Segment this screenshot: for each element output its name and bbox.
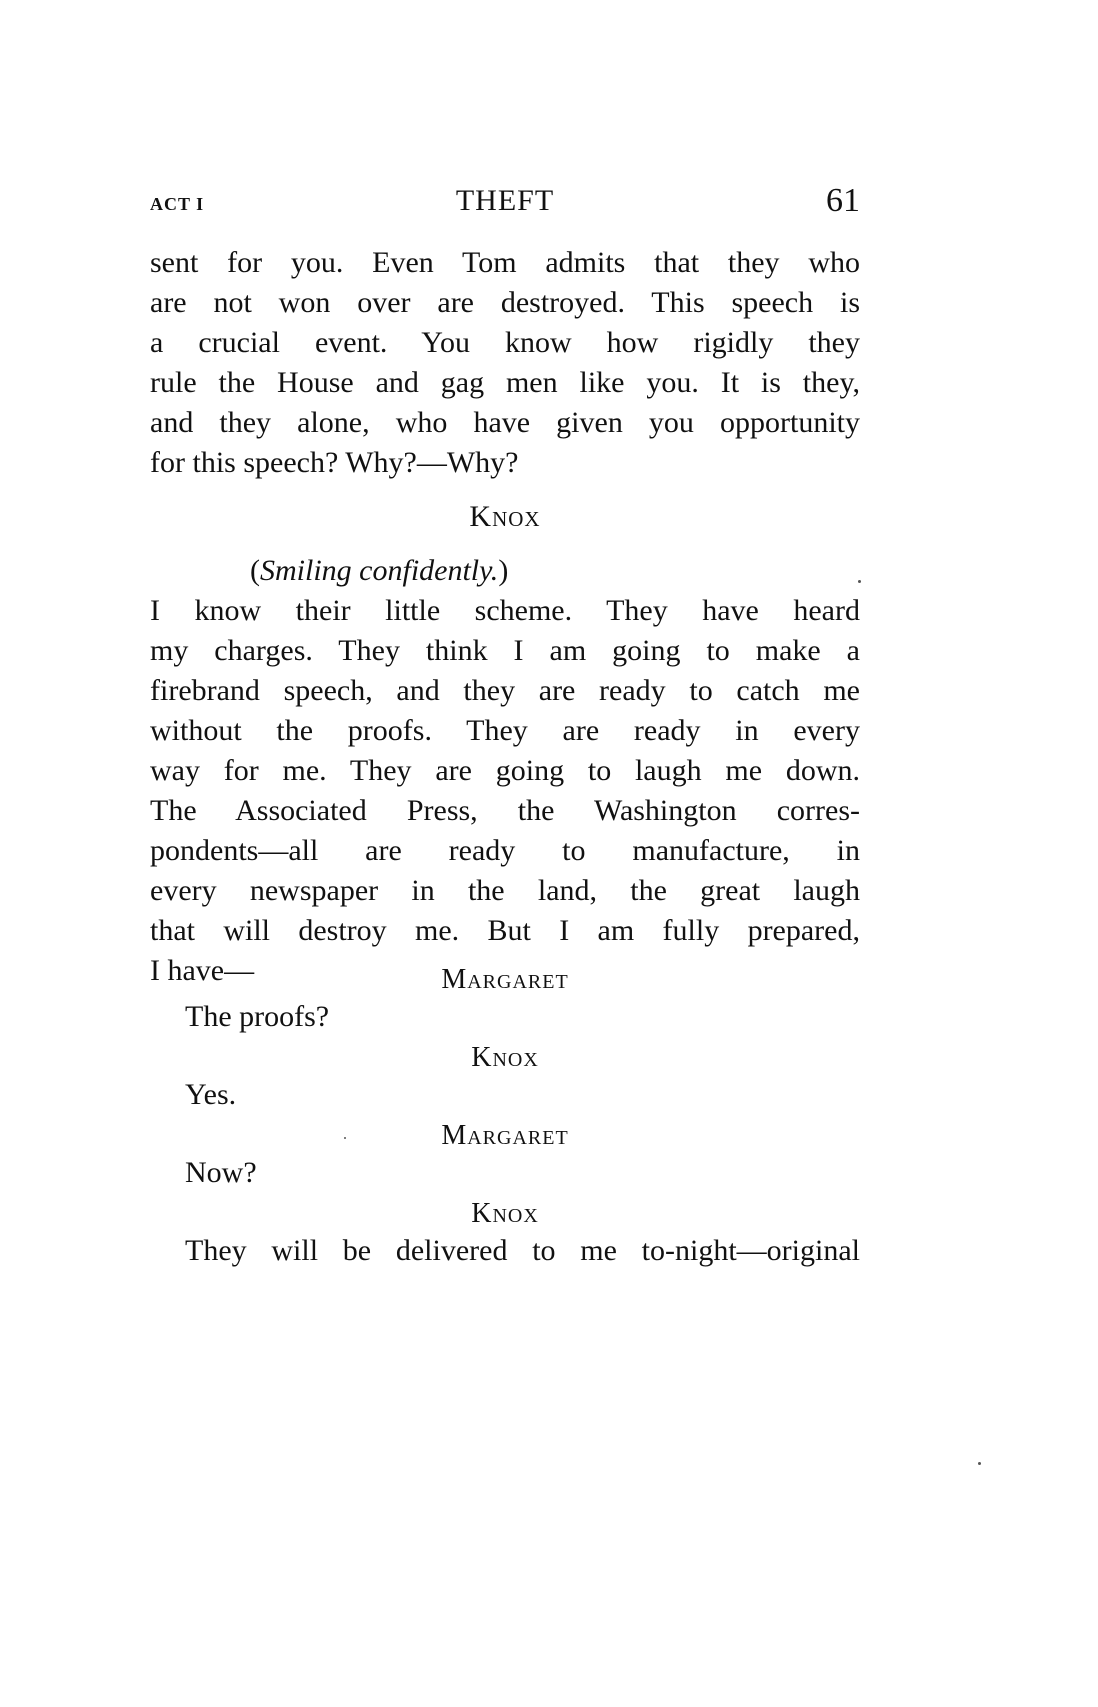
paragraph-2	[150, 591, 860, 991]
text-line: way for me. They are going to laugh me down.	[150, 754, 860, 787]
stage-direction	[250, 554, 508, 588]
text-line: that will destroy me. But I am fully prepared,	[150, 914, 860, 947]
text-line: rule the House and gag men like you. It is they,	[150, 366, 860, 399]
text-line: my charges. They think I am going to make a	[150, 634, 860, 667]
text-line: pondents—all are ready to manufacture, in	[150, 834, 860, 867]
text-line: for this speech? Why?—Why?	[150, 446, 519, 479]
running-head	[150, 180, 860, 220]
paragraph-1	[150, 243, 860, 483]
text-line: firebrand speech, and they are ready to catch me	[150, 674, 860, 707]
print-speck	[978, 1462, 981, 1465]
speaker-knox: Knox	[471, 1198, 539, 1229]
speaker-margaret: Margaret	[441, 964, 569, 995]
stage-open-paren: (	[250, 554, 260, 587]
text-line: and they alone, who have given you opportunity	[150, 406, 860, 439]
text-line: a crucial event. You know how rigidly they	[150, 326, 860, 359]
print-speck	[344, 1137, 346, 1139]
text-line: are not won over are destroyed. This speech is	[150, 286, 860, 319]
stage-direction-text: Smiling confidently.	[260, 554, 499, 587]
text-line: I have—	[150, 954, 255, 987]
text-line: The Associated Press, the Washington corres-	[150, 794, 860, 827]
page-number: 61	[826, 182, 860, 219]
final-text-line: They will be delivered to me to-night—original	[185, 1234, 860, 1267]
speaker-knox: Knox	[469, 500, 541, 533]
text-line: I know their little scheme. They have heard	[150, 594, 860, 627]
speaker-margaret: Margaret	[441, 1120, 569, 1151]
stage-close-paren: )	[498, 554, 509, 587]
act-label: ACT I	[150, 194, 205, 214]
page-title: THEFT	[455, 184, 555, 217]
reply-line: Now?	[185, 1156, 257, 1189]
print-speck	[858, 580, 861, 583]
text-line: without the proofs. They are ready in every	[150, 714, 860, 747]
speaker-knox: Knox	[471, 1042, 539, 1073]
text-line: every newspaper in the land, the great laugh	[150, 874, 860, 907]
reply-line: Yes.	[185, 1078, 237, 1111]
reply-line: The proofs?	[185, 1000, 330, 1033]
text-line: sent for you. Even Tom admits that they who	[150, 246, 860, 279]
